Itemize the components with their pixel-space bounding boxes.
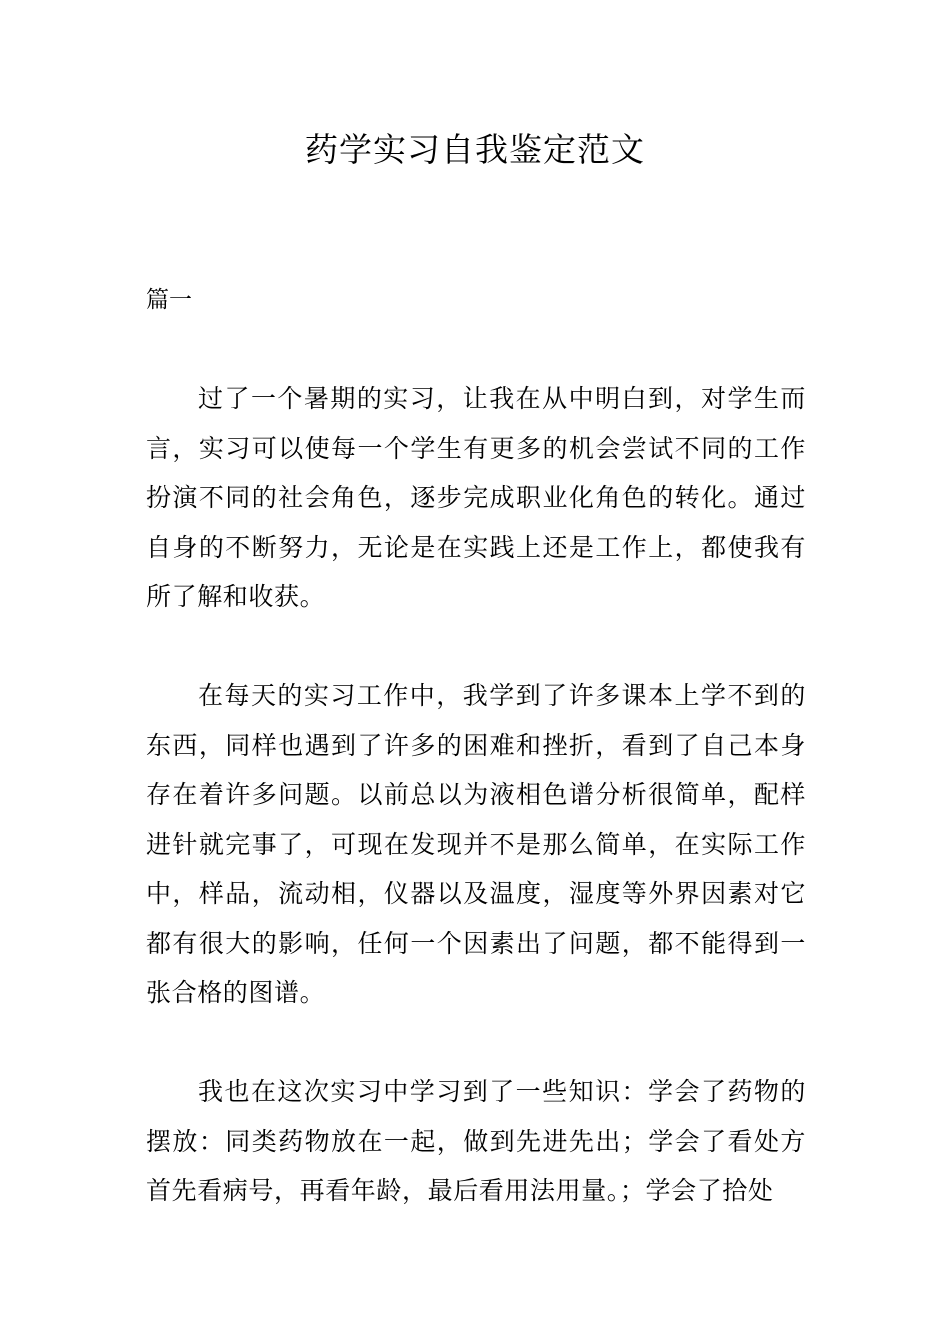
paragraph-2: 在每天的实习工作中，我学到了许多课本上学不到的东西，同样也遇到了许多的困难和挫折，看到了自己本身存在着许多问题。以前总以为液相色谱分析很简单，配样进针就完事了，可现在发现并不是那么简单，在实际工作中，样品，流动相，仪器以及温度，湿度等外界因素对它都有很大的影响，任何一个因素出了问题，都不能得到一张合格的图谱。 <box>146 681 806 1007</box>
section-label: 篇一 <box>146 287 192 313</box>
paragraph-1: 过了一个暑期的实习，让我在从中明白到，对学生而言，实习可以使每一个学生有更多的机会尝试不同的工作扮演不同的社会角色，逐步完成职业化角色的转化。通过自身的不断努力，无论是在实践上还是工作上，都使我有所了解和收获。 <box>146 384 806 611</box>
paragraph-3: 我也在这次实习中学习到了一些知识：学会了药物的摆放：同类药物放在一起，做到先进先出；学会了看处方首先看病号，再看年龄，最后看用法用量。；学会了拾处 <box>146 1077 806 1205</box>
document-title: 药学实习自我鉴定范文 <box>305 130 645 169</box>
